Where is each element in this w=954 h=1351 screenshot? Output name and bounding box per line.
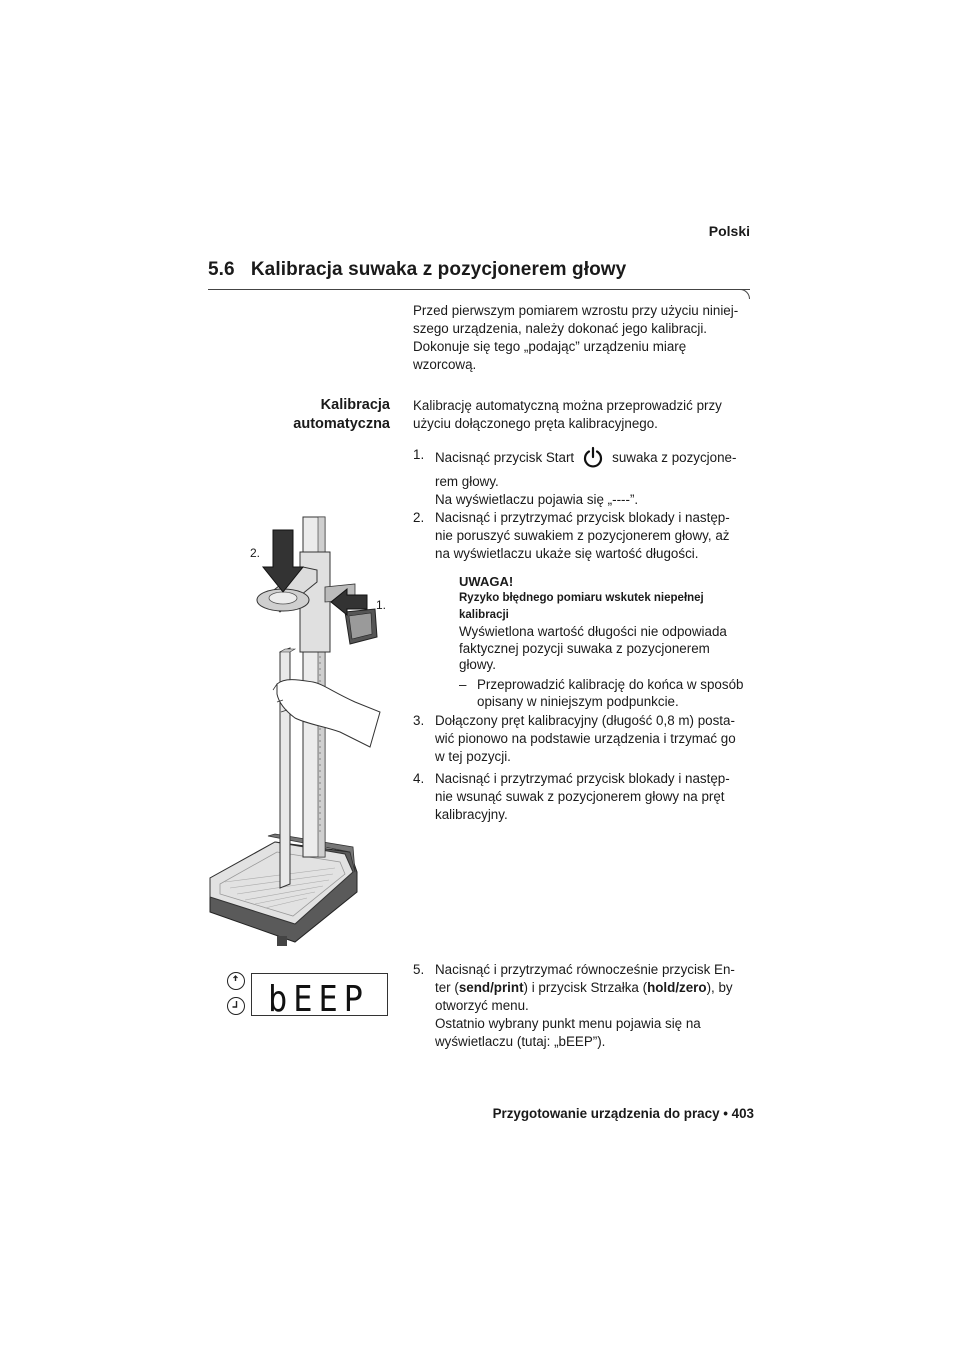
section-title-text: Kalibracja suwaka z pozycjonerem głowy (250, 259, 627, 280)
step-text-part: ), by (706, 980, 733, 995)
lcd-text: bEEP (268, 978, 370, 1020)
warning-text: Wyświetlona wartość długości nie odpowiada faktycznej pozycji suwaka z pozycjonerem głowy. (459, 624, 727, 672)
step-text-rest: rem głowy. Na wyświetlaczu pojawia się „----”. (435, 474, 639, 507)
send-print-icon[interactable] (227, 972, 245, 990)
step-number: 4. (413, 771, 425, 786)
hold-zero-label: hold/zero (647, 980, 707, 995)
hold-zero-icon[interactable] (227, 997, 245, 1015)
power-icon (582, 446, 604, 468)
language-label: Polski (708, 223, 750, 239)
step-text-rest: otworzyć menu. Ostatnio wybrany punkt menu pojawia się na wyświetlaczu (tutaj: „bEEP”). (435, 998, 701, 1049)
side-heading-line2: automatyczna (293, 416, 390, 432)
warning-subtitle: Ryzyko błędnego pomiaru wskutek niepełnej kalibracji (459, 592, 704, 621)
step-text: Nacisnąć i przytrzymać przycisk blokady i następ- nie poruszyć suwakiem z pozycjonerem głowy, aż na wyświetlaczu ukaże się wartość długości. (435, 510, 730, 561)
step-text-part: Nacisnąć przycisk Start (435, 450, 575, 465)
warning-bullet-text: Przeprowadzić kalibrację do końca w sposób opisany w niniejszym podpunkcie. (477, 676, 744, 709)
intro-paragraph: Przed pierwszym pomiarem wzrostu przy użyciu niniej- szego urządzenia, należy dokonać jego kalibracji. Dokonuje się tego „podając” urządzeniu miarę wzorcową. (413, 303, 739, 372)
title-rule (208, 289, 750, 290)
step-number: 3. (413, 713, 425, 728)
warning-bullet (459, 676, 759, 710)
section-number: 5.6 (208, 259, 235, 280)
warning-box (459, 573, 759, 710)
figure-label-1: 1. (376, 598, 387, 612)
step-text: Nacisnąć i przytrzymać przycisk blokady i następ- nie wsunąć suwak z pozycjonerem głowy na pręt kalibracyjny. (435, 771, 730, 822)
step-text-part: ter ( (435, 980, 459, 995)
step-text (435, 961, 755, 1051)
step-text-part: ) i przycisk Strzałka ( (523, 980, 648, 995)
device-illustration (205, 512, 395, 952)
step-text-line (435, 979, 755, 997)
step-text (435, 446, 755, 509)
auto-paragraph: Kalibrację automatyczną można przeprowadzić przy użyciu dołączonego pręta kalibracyjnego. (413, 398, 722, 431)
side-heading (230, 396, 390, 434)
send-print-label: send/print (458, 980, 524, 995)
step-number: 2. (413, 510, 425, 525)
figure-label-2: 2. (250, 546, 261, 560)
page-footer: Przygotowanie urządzenia do pracy • 403 (492, 1106, 754, 1121)
step-text-part: suwaka z pozycjone- (612, 450, 737, 465)
display-unit (325, 584, 377, 644)
warning-title: UWAGA! (459, 574, 514, 589)
dash-marker: – (459, 676, 467, 692)
step-text: Dołączony pręt kalibracyjny (długość 0,8 m) posta- wić pionowo na podstawie urządzenia i trzymać go w tej pozycji. (435, 713, 736, 764)
side-heading-line1: Kalibracja (320, 397, 390, 413)
step-number: 1. (413, 447, 425, 462)
step-text-line: Nacisnąć i przytrzymać równocześnie przycisk En- (435, 962, 735, 977)
section-title (208, 259, 626, 281)
step-number: 5. (413, 962, 425, 977)
title-rule-curve (738, 289, 750, 299)
